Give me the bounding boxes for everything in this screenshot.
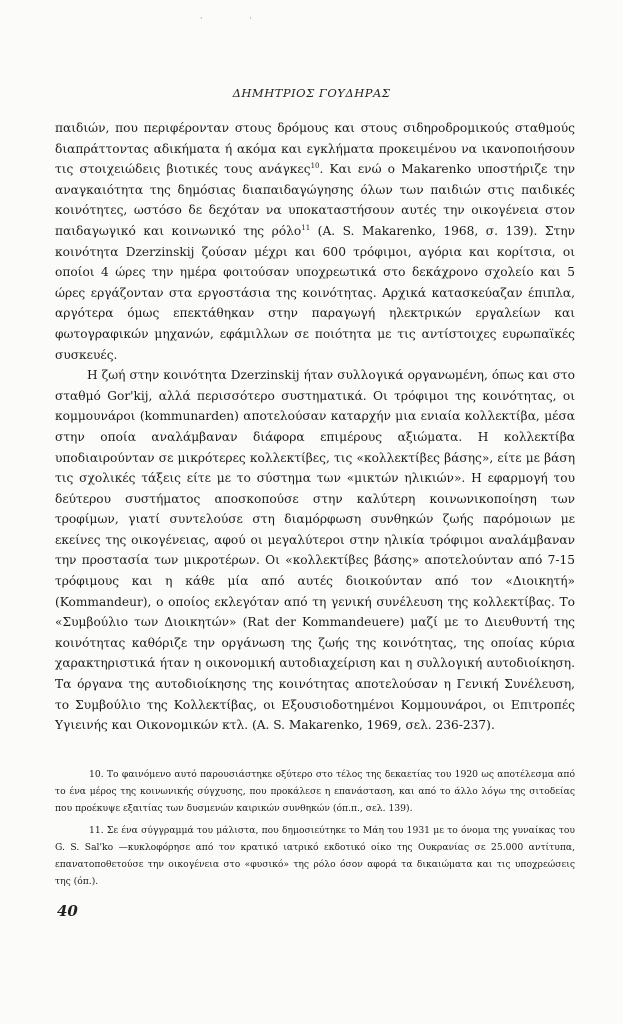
footnotes <box>55 766 575 894</box>
scan-specks: · · <box>200 14 274 23</box>
footnote-ref-10[interactable]: 10 <box>310 162 320 171</box>
footnote-10: 10. Το φαινόμενο αυτό παρουσιάστηκε οξύτερο στο τέλος της δεκαετίας του 1920 ως αποτέλεσμα από το ένα μέρος της κοινωνικής σύγχυσης, που προκάλεσε η επανάσταση, και από το άλλο λόγω της σιτοδείας που προέκυψε εξαιτίας των δυσμενών καιρικών συνθηκών (όπ.π., σελ. 139). <box>55 769 575 815</box>
paragraph-1-end: (A. S. Makarenko, 1968, σ. 139). Στην κοινότητα Dzerzinskij ζούσαν μέχρι και 600 τρόφιμοι, αγόρια και κορίτσια, οι οποίοι 4 ώρες την ημέρα φοιτούσαν υποχρεωτικά στο δεκάχρονο σχολείο και 5 ώρες εργάζονταν στα εργοστάσια της κοινότητας. Αρχικά κατασκεύαζαν έπιπλα, αργότερα όμως επεκτάθηκαν στην παραγωγή ηλεκτρικών εργαλείων και φωτογραφικών μηχανών, εφάμιλλων σε ποιότητα με τις αντίστοιχες ευρωπαϊκές συσκευές. <box>55 223 576 362</box>
paragraph-1 <box>55 118 575 365</box>
footnote-ref-11[interactable]: 11 <box>301 223 311 232</box>
footnote-11: 11. Σε ένα σύγγραμμά του μάλιστα, που δημοσιεύτηκε το Μάη του 1931 με το όνομα της γυναίκας του G. S. Sal'ko —κυκλοφόρησε από τον κρατικό ιατρικό εκδοτικό οίκο της Ουκρανίας σε 25.000 αντίτυπα, επανατοποθετούσε την οικογένεια στο «φυσικό» της ρόλο όσον αφορά τα δικαιώματα και τις υποχρεώσεις της (όπ.). <box>55 824 575 888</box>
running-header: ΔΗΜΗΤΡΙΟΣ ΓΟΥΔΗΡΑΣ <box>232 86 391 100</box>
paragraph-2: Η ζωή στην κοινότητα Dzerzinskij ήταν συλλογικά οργανωμένη, όπως και στο σταθμό Gor'kij, αλλά περισσότερο συστηματικά. Οι τρόφιμοι της κοινότητας, οι κομμουνάροι (kommunarden) αποτελούσαν καταρχήν μια ενιαία κολλεκτίβα, μέσα στην οποία αναλάμβαναν διάφορα επιμέρους αξιώματα. Η κολλεκτίβα υποδιαιρούνταν σε μικρότερες κολλεκτίβες, τις «κολλεκτίβες βάσης», είτε με βάση τις σχολικές τάξεις είτε με το σύστημα των «μικτών ηλικιών». Η εφαρμογή του δεύτερου συστήματος αποσκοπούσε στην καλύτερη κοινωνικοποίηση των τροφίμων, γιατί συντελούσε στη διαμόρφωση συνθηκών ζωής παρόμοιων με εκείνες της οικογένειας, αφού οι μεγαλύτεροι στην ηλικία τρόφιμοι αναλάμβαναν την προστασία των μικροτέρων. Οι «κολλεκτίβες βάσης» αποτελούνταν από 7-15 τρόφιμους και η κάθε μία από αυτές διοικούνταν από τον «Διοικητή» (Kommandeur), ο οποίος εκλεγόταν από τη γενική συνέλευση της κολλεκτίβας. Το «Συμβούλιο των Διοικητών» (Rat der Kommandeuere) μαζί με το Διευθυντή της κοινότητας καθόριζε την οργάνωση της ζωής της κοινότητας, της οποίας κύρια χαρακτηριστικά ήταν η οικονομική αυτοδιαχείριση και η συλλογική αυτοδιοίκηση. Τα όργανα της αυτοδιοίκησης της κοινότητας αποτελούσαν η Γενική Συνέλευση, το Συμβούλιο της Κολλεκτίβας, οι Εξουσιοδοτημένοι Κομμουνάροι, οι Επιτροπές Υγιεινής και Οικονομικών κτλ. (A. S. Makarenko, 1969, σελ. 236-237). <box>55 368 575 733</box>
main-text <box>55 118 575 736</box>
paragraph-1-cont: . Και ενώ ο Makarenko υποστήριζε την αναγκαιότητα της δημόσιας διαπαιδαγώγησης όλων των παιδιών στις παιδικές κοινότητες, ωστόσο δε δεχόταν να υποκαταστήσουν αυτές την οικογένεια στον παιδαγωγικό και κοινωνικό της ρόλο <box>55 162 575 238</box>
paragraph-1-text: παιδιών, που περιφέρονταν στους δρόμους και στους σιδηροδρομικούς σταθμούς διαπράττοντας αδικήματα ή ακόμα και εγκλήματα προκειμένου να ικανοποιήσουν τις στοιχειώδεις βιοτικές τους ανάγκες <box>55 121 575 177</box>
page-number: 40 <box>57 902 78 920</box>
